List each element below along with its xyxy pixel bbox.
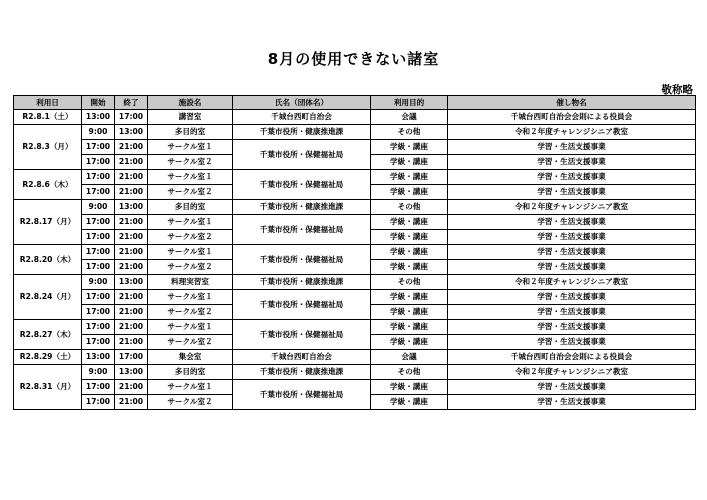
start-time-cell: 9:00 — [82, 275, 115, 290]
facility-cell: サークル室１ — [148, 170, 233, 185]
table-row — [14, 245, 696, 260]
date-cell: R2.8.17（月） — [14, 200, 82, 245]
end-time-cell: 21:00 — [115, 290, 148, 305]
start-time-cell: 17:00 — [82, 290, 115, 305]
event-cell: 学習・生活支援事業 — [448, 380, 696, 395]
facility-cell: サークル室２ — [148, 155, 233, 170]
facility-cell: サークル室２ — [148, 230, 233, 245]
organization-cell: 千葉市役所・健康推進課 — [233, 125, 371, 140]
purpose-cell: 学級・講座 — [371, 290, 448, 305]
event-cell: 令和２年度チャレンジシニア教室 — [448, 200, 696, 215]
end-time-cell: 17:00 — [115, 350, 148, 365]
facility-cell: サークル室２ — [148, 305, 233, 320]
purpose-cell: その他 — [371, 365, 448, 380]
facility-cell: 講習室 — [148, 110, 233, 125]
end-time-cell: 13:00 — [115, 200, 148, 215]
table-row — [14, 200, 696, 215]
organization-cell: 千葉市役所・保健福祉局 — [233, 380, 371, 410]
purpose-cell: 学級・講座 — [371, 380, 448, 395]
purpose-cell: 学級・講座 — [371, 215, 448, 230]
event-cell: 学習・生活支援事業 — [448, 155, 696, 170]
date-cell: R2.8.29（土） — [14, 350, 82, 365]
facility-cell: サークル室１ — [148, 320, 233, 335]
event-cell: 学習・生活支援事業 — [448, 320, 696, 335]
event-cell: 学習・生活支援事業 — [448, 305, 696, 320]
start-time-cell: 17:00 — [82, 215, 115, 230]
table-row — [14, 350, 696, 365]
organization-cell: 千葉市役所・保健福祉局 — [233, 170, 371, 200]
event-cell: 学習・生活支援事業 — [448, 260, 696, 275]
facility-cell: サークル室１ — [148, 380, 233, 395]
event-cell: 学習・生活支援事業 — [448, 230, 696, 245]
col-header-end: 終了 — [115, 96, 148, 110]
end-time-cell: 13:00 — [115, 125, 148, 140]
end-time-cell: 21:00 — [115, 380, 148, 395]
purpose-cell: 学級・講座 — [371, 230, 448, 245]
facility-cell: 料理実習室 — [148, 275, 233, 290]
end-time-cell: 13:00 — [115, 275, 148, 290]
end-time-cell: 17:00 — [115, 110, 148, 125]
date-cell: R2.8.6（木） — [14, 170, 82, 200]
col-header-event: 催し物名 — [448, 96, 696, 110]
organization-cell: 千葉市役所・保健福祉局 — [233, 320, 371, 350]
facility-cell: 多目的室 — [148, 125, 233, 140]
event-cell: 学習・生活支援事業 — [448, 395, 696, 410]
facility-cell: サークル室１ — [148, 290, 233, 305]
table-row — [14, 125, 696, 140]
purpose-cell: 学級・講座 — [371, 320, 448, 335]
event-cell: 学習・生活支援事業 — [448, 245, 696, 260]
organization-cell: 千葉市役所・保健福祉局 — [233, 245, 371, 275]
start-time-cell: 9:00 — [82, 200, 115, 215]
start-time-cell: 17:00 — [82, 245, 115, 260]
facility-cell: サークル室２ — [148, 335, 233, 350]
start-time-cell: 17:00 — [82, 170, 115, 185]
purpose-cell: 学級・講座 — [371, 305, 448, 320]
header-row — [14, 96, 696, 110]
facility-cell: サークル室２ — [148, 185, 233, 200]
end-time-cell: 21:00 — [115, 335, 148, 350]
organization-cell: 千葉市役所・保健福祉局 — [233, 140, 371, 170]
organization-cell: 千葉市役所・健康推進課 — [233, 200, 371, 215]
end-time-cell: 13:00 — [115, 365, 148, 380]
table-row — [14, 140, 696, 155]
col-header-purpose: 利用目的 — [371, 96, 448, 110]
table-row — [14, 320, 696, 335]
event-cell: 令和２年度チャレンジシニア教室 — [448, 365, 696, 380]
purpose-cell: 学級・講座 — [371, 245, 448, 260]
purpose-cell: 学級・講座 — [371, 155, 448, 170]
start-time-cell: 17:00 — [82, 230, 115, 245]
start-time-cell: 13:00 — [82, 350, 115, 365]
start-time-cell: 17:00 — [82, 395, 115, 410]
schedule-body — [14, 110, 696, 410]
facility-cell: サークル室２ — [148, 395, 233, 410]
end-time-cell: 21:00 — [115, 215, 148, 230]
end-time-cell: 21:00 — [115, 230, 148, 245]
start-time-cell: 17:00 — [82, 380, 115, 395]
end-time-cell: 21:00 — [115, 155, 148, 170]
purpose-cell: その他 — [371, 200, 448, 215]
organization-cell: 千葉市役所・健康推進課 — [233, 365, 371, 380]
date-cell: R2.8.31（月） — [14, 365, 82, 410]
facility-cell: サークル室１ — [148, 140, 233, 155]
date-cell: R2.8.3（月） — [14, 125, 82, 170]
honorific-note: 敬称略 — [661, 84, 693, 96]
start-time-cell: 13:00 — [82, 110, 115, 125]
event-cell: 令和２年度チャレンジシニア教室 — [448, 125, 696, 140]
event-cell: 学習・生活支援事業 — [448, 290, 696, 305]
col-header-facility: 施設名 — [148, 96, 233, 110]
table-row — [14, 170, 696, 185]
purpose-cell: 会議 — [371, 350, 448, 365]
facility-cell: サークル室１ — [148, 245, 233, 260]
purpose-cell: 学級・講座 — [371, 170, 448, 185]
end-time-cell: 21:00 — [115, 170, 148, 185]
purpose-cell: その他 — [371, 125, 448, 140]
start-time-cell: 17:00 — [82, 155, 115, 170]
table-row — [14, 275, 696, 290]
end-time-cell: 21:00 — [115, 245, 148, 260]
table-row — [14, 110, 696, 125]
event-cell: 学習・生活支援事業 — [448, 185, 696, 200]
facility-cell: 集会室 — [148, 350, 233, 365]
facility-cell: サークル室２ — [148, 260, 233, 275]
purpose-cell: 学級・講座 — [371, 140, 448, 155]
start-time-cell: 9:00 — [82, 125, 115, 140]
start-time-cell: 17:00 — [82, 320, 115, 335]
date-cell: R2.8.1（土） — [14, 110, 82, 125]
organization-cell: 千城台西町自治会 — [233, 350, 371, 365]
event-cell: 学習・生活支援事業 — [448, 335, 696, 350]
end-time-cell: 21:00 — [115, 395, 148, 410]
col-header-date: 利用日 — [14, 96, 82, 110]
event-cell: 千城台西町自治会会則による役員会 — [448, 110, 696, 125]
event-cell: 千城台西町自治会会則による役員会 — [448, 350, 696, 365]
date-cell: R2.8.27（木） — [14, 320, 82, 350]
purpose-cell: 学級・講座 — [371, 335, 448, 350]
event-cell: 学習・生活支援事業 — [448, 140, 696, 155]
end-time-cell: 21:00 — [115, 185, 148, 200]
table-row — [14, 365, 696, 380]
event-cell: 学習・生活支援事業 — [448, 215, 696, 230]
purpose-cell: その他 — [371, 275, 448, 290]
start-time-cell: 17:00 — [82, 260, 115, 275]
end-time-cell: 21:00 — [115, 320, 148, 335]
date-cell: R2.8.24（月） — [14, 275, 82, 320]
date-cell: R2.8.20（木） — [14, 245, 82, 275]
schedule-table — [13, 95, 696, 410]
facility-cell: 多目的室 — [148, 200, 233, 215]
purpose-cell: 学級・講座 — [371, 260, 448, 275]
end-time-cell: 21:00 — [115, 260, 148, 275]
purpose-cell: 学級・講座 — [371, 395, 448, 410]
start-time-cell: 17:00 — [82, 140, 115, 155]
organization-cell: 千城台西町自治会 — [233, 110, 371, 125]
start-time-cell: 17:00 — [82, 335, 115, 350]
col-header-start: 開始 — [82, 96, 115, 110]
event-cell: 学習・生活支援事業 — [448, 170, 696, 185]
start-time-cell: 17:00 — [82, 305, 115, 320]
end-time-cell: 21:00 — [115, 305, 148, 320]
end-time-cell: 21:00 — [115, 140, 148, 155]
organization-cell: 千葉市役所・健康推進課 — [233, 275, 371, 290]
page-title: 8月の使用できない諸室 — [267, 50, 440, 68]
event-cell: 令和２年度チャレンジシニア教室 — [448, 275, 696, 290]
facility-cell: サークル室１ — [148, 215, 233, 230]
start-time-cell: 17:00 — [82, 185, 115, 200]
organization-cell: 千葉市役所・保健福祉局 — [233, 290, 371, 320]
start-time-cell: 9:00 — [82, 365, 115, 380]
purpose-cell: 学級・講座 — [371, 185, 448, 200]
facility-cell: 多目的室 — [148, 365, 233, 380]
table-row — [14, 290, 696, 305]
table-row — [14, 215, 696, 230]
table-row — [14, 380, 696, 395]
organization-cell: 千葉市役所・保健福祉局 — [233, 215, 371, 245]
purpose-cell: 会議 — [371, 110, 448, 125]
col-header-organization: 氏名（団体名） — [233, 96, 371, 110]
